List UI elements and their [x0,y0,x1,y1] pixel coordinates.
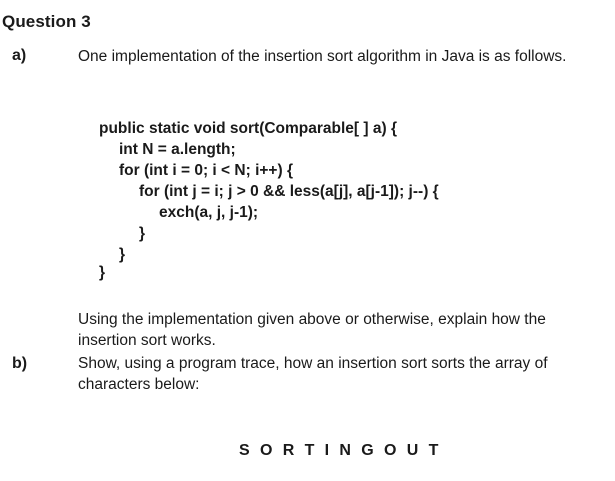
code-line: for (int j = i; j > 0 && less(a[j], a[j-1]); j--) { [139,183,439,200]
code-line: } [139,225,146,242]
part-a-prompt: Using the implementation given above or otherwise, explain how the insertion sort works. [78,311,546,349]
character-array: SORTINGOUT [239,442,449,459]
code-line: public static void sort(Comparable[ ] a) { [99,120,397,137]
code-line: exch(a, j, j-1); [159,204,259,221]
code-line: } [99,264,106,281]
question-title: Question 3 [2,12,91,31]
code-line: for (int i = 0; i < N; i++) { [119,162,293,179]
code-line: int N = a.length; [119,141,236,158]
code-line: } [119,246,126,263]
part-a-label: a) [12,47,27,64]
part-a-intro: One implementation of the insertion sort algorithm in Java is as follows. [78,48,567,65]
part-b-prompt: Show, using a program trace, how an insertion sort sorts the array of characters below: [78,355,548,393]
part-b-label: b) [12,355,28,372]
